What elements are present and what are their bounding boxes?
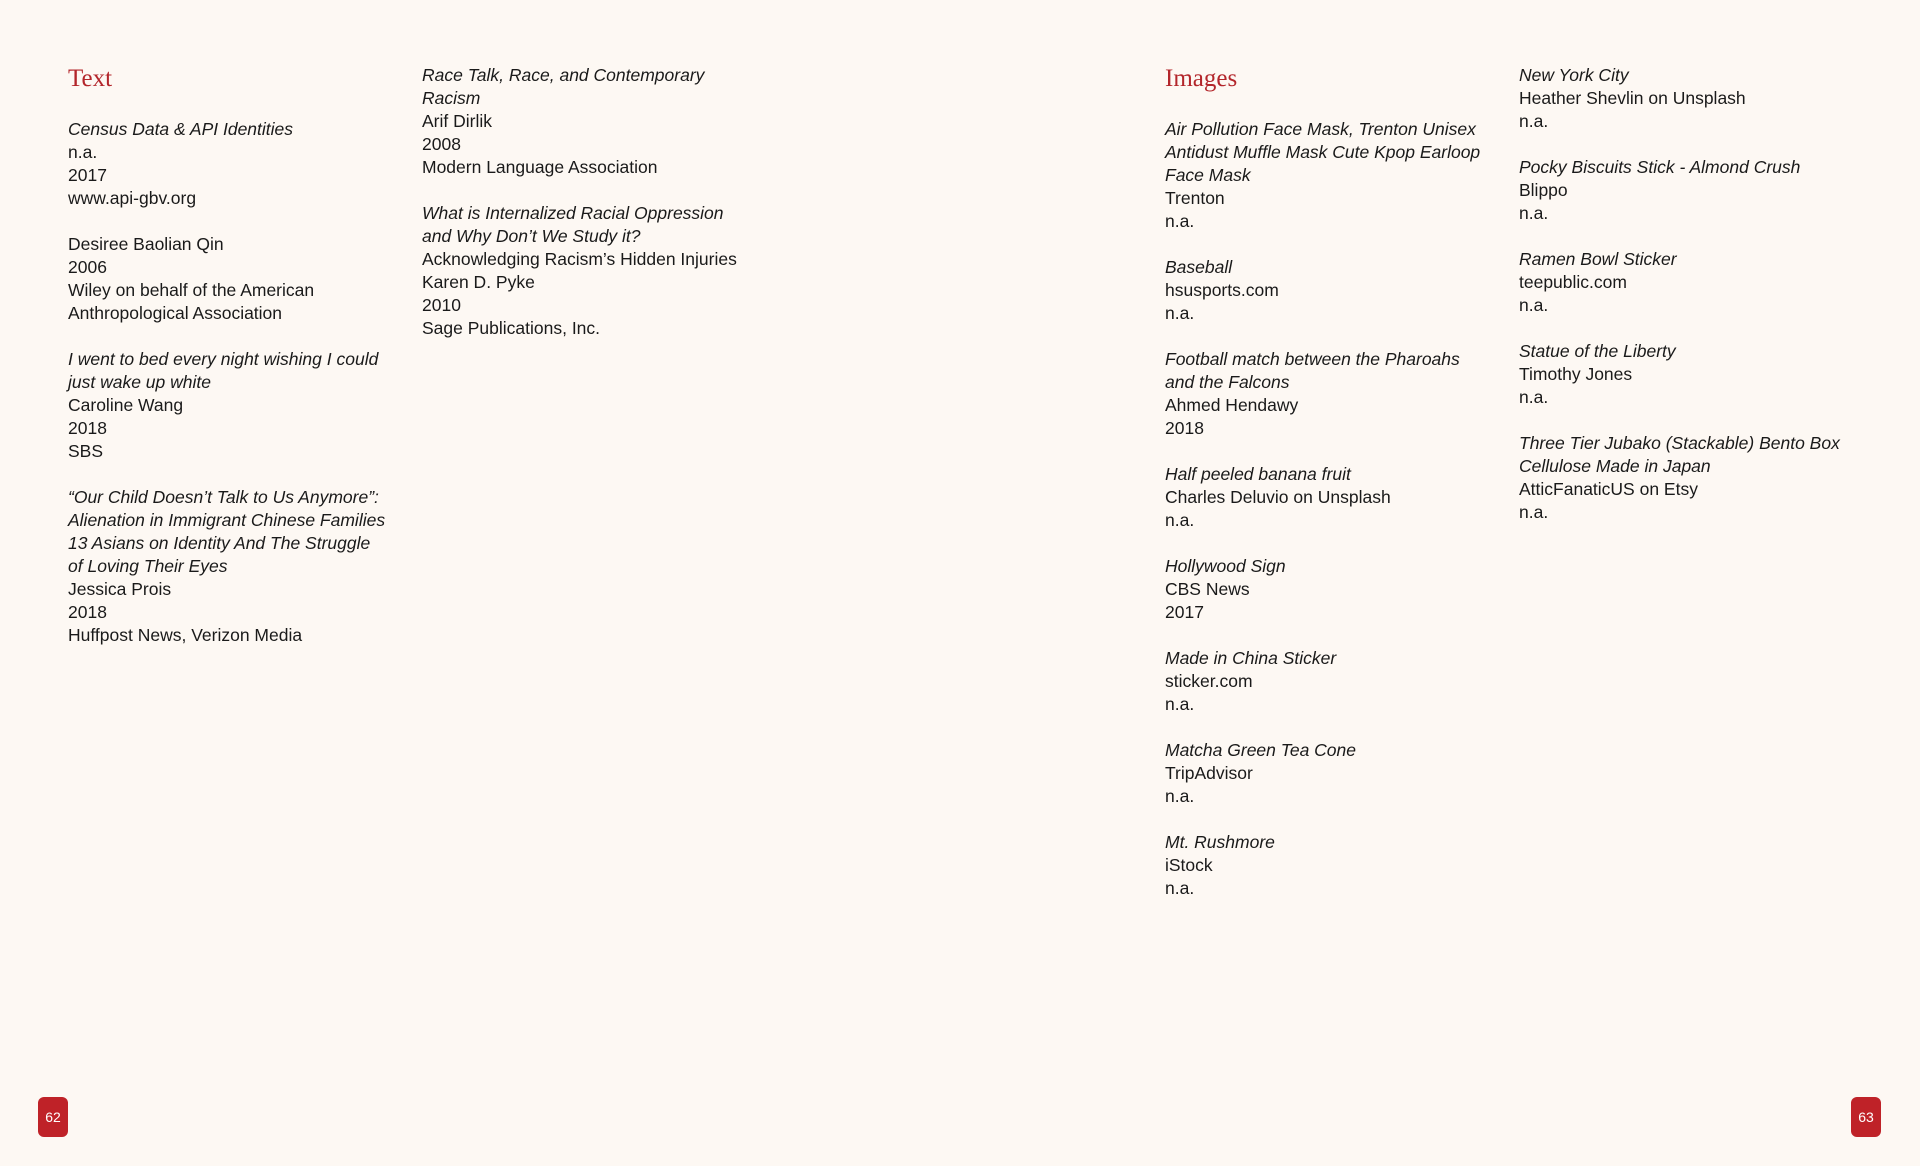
text-credits-column-1: [68, 64, 398, 670]
citation-detail-line: hsusports.com: [1165, 280, 1279, 300]
citation-detail-line: n.a.: [1165, 786, 1195, 806]
citation-detail-line: SBS: [68, 441, 104, 461]
citation-entry: [68, 486, 398, 647]
image-credits-column-1: [1165, 64, 1495, 923]
citation-detail-line: Modern Language Association: [422, 157, 658, 177]
citation-detail-line: 2018: [1165, 418, 1204, 438]
citation-entry: [1165, 256, 1495, 325]
citation-detail-line: Anthropological Association: [68, 303, 283, 323]
citation-detail-line: Jessica Prois: [68, 579, 172, 599]
citation-detail-line: n.a.: [1165, 878, 1195, 898]
text-credits-column-2: [422, 64, 762, 363]
citation-entry: [1519, 156, 1879, 225]
citation-title-line: Ramen Bowl Sticker: [1519, 249, 1677, 269]
citation-detail-line: 2017: [68, 165, 107, 185]
citation-detail-line: 2018: [68, 418, 107, 438]
entry-list: [1519, 64, 1879, 524]
citation-detail-line: n.a.: [1165, 303, 1195, 323]
entry-list: [1165, 118, 1495, 900]
citation-entry: [1165, 647, 1495, 716]
citation-detail-line: Sage Publications, Inc.: [422, 318, 601, 338]
citation-title-line: I went to bed every night wishing I could: [68, 349, 379, 369]
citation-title-line: Racism: [422, 88, 481, 108]
citation-entry: [422, 64, 762, 179]
citation-entry: [422, 202, 762, 340]
citation-detail-line: www.api-gbv.org: [68, 188, 197, 208]
citation-detail-line: Acknowledging Racism’s Hidden Injuries: [422, 249, 737, 269]
citation-entry: [68, 118, 398, 210]
citation-detail-line: iStock: [1165, 855, 1213, 875]
citation-detail-line: CBS News: [1165, 579, 1250, 599]
citation-entry: [1165, 555, 1495, 624]
citation-title-line: Air Pollution Face Mask, Trenton Unisex: [1165, 119, 1476, 139]
citation-title-line: Baseball: [1165, 257, 1233, 277]
entry-list: [422, 64, 762, 340]
citation-title-line: New York City: [1519, 65, 1629, 85]
citation-detail-line: 2010: [422, 295, 461, 315]
citation-title-line: and Why Don’t We Study it?: [422, 226, 641, 246]
page-number-right: 63: [1851, 1097, 1881, 1137]
citation-detail-line: Timothy Jones: [1519, 364, 1633, 384]
citation-entry: [1165, 348, 1495, 440]
citation-title-line: Statue of the Liberty: [1519, 341, 1676, 361]
citation-detail-line: Arif Dirlik: [422, 111, 492, 131]
citation-title-line: Half peeled banana fruit: [1165, 464, 1351, 484]
citation-detail-line: n.a.: [1519, 387, 1549, 407]
image-credits-column-2: [1519, 64, 1879, 547]
citation-detail-line: Caroline Wang: [68, 395, 184, 415]
citation-title-line: Cellulose Made in Japan: [1519, 456, 1711, 476]
citation-detail-line: Ahmed Hendawy: [1165, 395, 1299, 415]
citation-detail-line: teepublic.com: [1519, 272, 1627, 292]
citation-detail-line: AtticFanaticUS on Etsy: [1519, 479, 1698, 499]
citation-entry: [1519, 64, 1879, 133]
citation-detail-line: n.a.: [68, 142, 98, 162]
citation-title-line: Face Mask: [1165, 165, 1251, 185]
section-heading-images: Images: [1165, 65, 1238, 92]
citation-title-line: Pocky Biscuits Stick - Almond Crush: [1519, 157, 1801, 177]
citation-title-line: just wake up white: [68, 372, 211, 392]
citation-detail-line: n.a.: [1519, 502, 1549, 522]
citation-title-line: Hollywood Sign: [1165, 556, 1286, 576]
citation-detail-line: n.a.: [1165, 694, 1195, 714]
citation-detail-line: Heather Shevlin on Unsplash: [1519, 88, 1746, 108]
citation-title-line: What is Internalized Racial Oppression: [422, 203, 724, 223]
citation-entry: [1165, 739, 1495, 808]
page-number-left: 62: [38, 1097, 68, 1137]
citation-title-line: and the Falcons: [1165, 372, 1290, 392]
citation-title-line: Mt. Rushmore: [1165, 832, 1275, 852]
citation-entry: [1165, 118, 1495, 233]
citation-detail-line: Huffpost News, Verizon Media: [68, 625, 303, 645]
citation-title-line: Matcha Green Tea Cone: [1165, 740, 1356, 760]
citation-detail-line: n.a.: [1519, 111, 1549, 131]
citation-title-line: Alienation in Immigrant Chinese Families: [68, 510, 386, 530]
citation-title-line: Census Data & API Identities: [68, 119, 294, 139]
citation-detail-line: n.a.: [1519, 203, 1549, 223]
citation-detail-line: Blippo: [1519, 180, 1568, 200]
entry-list: [68, 118, 398, 647]
citation-entry: [1519, 432, 1879, 524]
citation-detail-line: Charles Deluvio on Unsplash: [1165, 487, 1391, 507]
citation-title-line: 13 Asians on Identity And The Struggle: [68, 533, 371, 553]
citation-entry: [1165, 463, 1495, 532]
citation-detail-line: 2017: [1165, 602, 1204, 622]
citation-detail-line: Karen D. Pyke: [422, 272, 535, 292]
citation-detail-line: 2006: [68, 257, 107, 277]
citation-title-line: Football match between the Pharoahs: [1165, 349, 1460, 369]
citation-detail-line: Trenton: [1165, 188, 1225, 208]
citation-detail-line: 2008: [422, 134, 461, 154]
citation-detail-line: sticker.com: [1165, 671, 1253, 691]
citation-detail-line: Desiree Baolian Qin: [68, 234, 224, 254]
citation-entry: [1519, 340, 1879, 409]
citation-detail-line: TripAdvisor: [1165, 763, 1253, 783]
citation-detail-line: 2018: [68, 602, 107, 622]
citation-entry: [68, 348, 398, 463]
citation-title-line: Three Tier Jubako (Stackable) Bento Box: [1519, 433, 1840, 453]
citation-title-line: Antidust Muffle Mask Cute Kpop Earloop: [1165, 142, 1481, 162]
citation-entry: [1519, 248, 1879, 317]
citation-detail-line: Wiley on behalf of the American: [68, 280, 315, 300]
citation-detail-line: n.a.: [1165, 211, 1195, 231]
citation-title-line: “Our Child Doesn’t Talk to Us Anymore”:: [68, 487, 379, 507]
citation-entry: [1165, 831, 1495, 900]
citation-title-line: of Loving Their Eyes: [68, 556, 228, 576]
citation-detail-line: n.a.: [1165, 510, 1195, 530]
citation-title-line: Race Talk, Race, and Contemporary: [422, 65, 705, 85]
section-heading-text: Text: [68, 65, 113, 92]
citation-entry: [68, 233, 398, 325]
citation-detail-line: n.a.: [1519, 295, 1549, 315]
citation-title-line: Made in China Sticker: [1165, 648, 1337, 668]
